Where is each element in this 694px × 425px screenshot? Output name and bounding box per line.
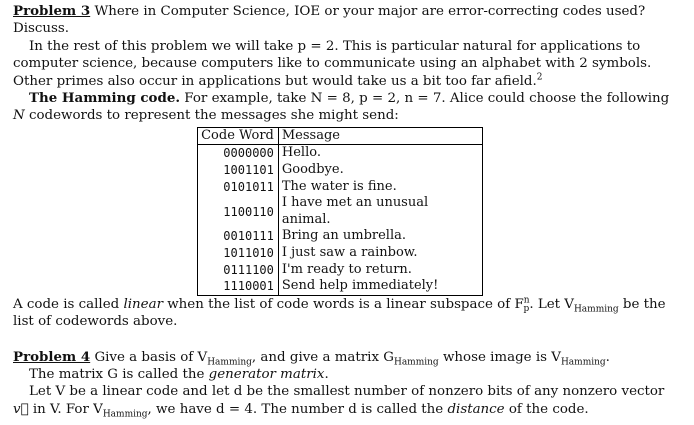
footnote-marker: 2 <box>536 72 543 83</box>
table-row <box>198 245 483 262</box>
codeword-cell: 1100110 <box>198 195 279 228</box>
message-cell: Hello. <box>281 145 321 161</box>
header-message: Message <box>278 127 482 145</box>
message-cell: I just saw a rainbow. <box>281 245 418 260</box>
hamming-paragraph: The Hamming code. For example, take N = 8, p = 2, n = 7. Alice could choose the following N codewords to represent the messages she might send: <box>13 90 670 124</box>
table-row <box>198 179 483 196</box>
message-cell: I'm ready to return. <box>281 261 412 277</box>
codeword-cell: 0010111 <box>198 228 279 245</box>
table-row <box>198 145 483 162</box>
codeword-table <box>197 127 483 296</box>
message-cell: Bring an umbrella. <box>281 228 407 244</box>
table-row <box>198 278 483 295</box>
message-cell: Send help immediately! <box>281 278 439 294</box>
table-row <box>198 228 483 245</box>
distance-paragraph: Let V be a linear code and let d be the smallest number of nonzero bits of any nonzero vector v⃗ in V. For $V_{Hamming}$, we have d = 4. The number d is called the distance of the code. <box>13 384 665 420</box>
vector-v: v⃗ <box>13 401 29 417</box>
codeword-cell: 0101011 <box>198 179 279 196</box>
table-row <box>198 262 483 279</box>
message-cell: The water is fine. <box>281 178 397 194</box>
problem3-paragraph: In the rest of this problem we will take p = 2. This is particular natural for applications to computer science, because computers like to communicate using an alphabet with 2 symbols. Other primes also occur in applications but would take us a bit too far afield.$^2$ <box>13 38 652 89</box>
spacer <box>13 331 683 349</box>
problem3-heading: Problem 3 <box>13 3 91 19</box>
codeword-cell: 1001101 <box>198 162 279 179</box>
hamming-title: The Hamming code. <box>29 90 181 107</box>
table-header-row <box>198 127 483 145</box>
message-cell: I have met an unusual animal. <box>281 195 429 227</box>
codeword-cell: 0000000 <box>198 145 279 162</box>
table-row <box>198 162 483 179</box>
message-cell: Goodbye. <box>281 162 344 178</box>
codeword-cell: 0111100 <box>198 262 279 279</box>
problem3-intro: Problem 3 Where in Computer Science, IOE or your major are error-correcting codes used? Discuss. <box>13 3 646 37</box>
problem4-intro: Problem 4 Give a basis of $V_{Hamming}$, and give a matrix $G_{Hamming}$ whose image is $V_{Hamming}$. <box>13 348 610 368</box>
table-row <box>198 195 483 228</box>
generator-line: The matrix G is called the generator matrix. <box>29 367 329 382</box>
codeword-cell: 1110001 <box>198 278 279 295</box>
linear-paragraph: A code is called linear when the list of code words is a linear subspace of $F^n_p$. Let $V_{Hamming}$ be the list of codewords above. <box>13 295 666 330</box>
page <box>13 3 683 418</box>
header-code-word: Code Word <box>198 127 279 145</box>
codeword-cell: 1011010 <box>198 245 279 262</box>
problem4-heading: Problem 4 <box>13 348 91 365</box>
